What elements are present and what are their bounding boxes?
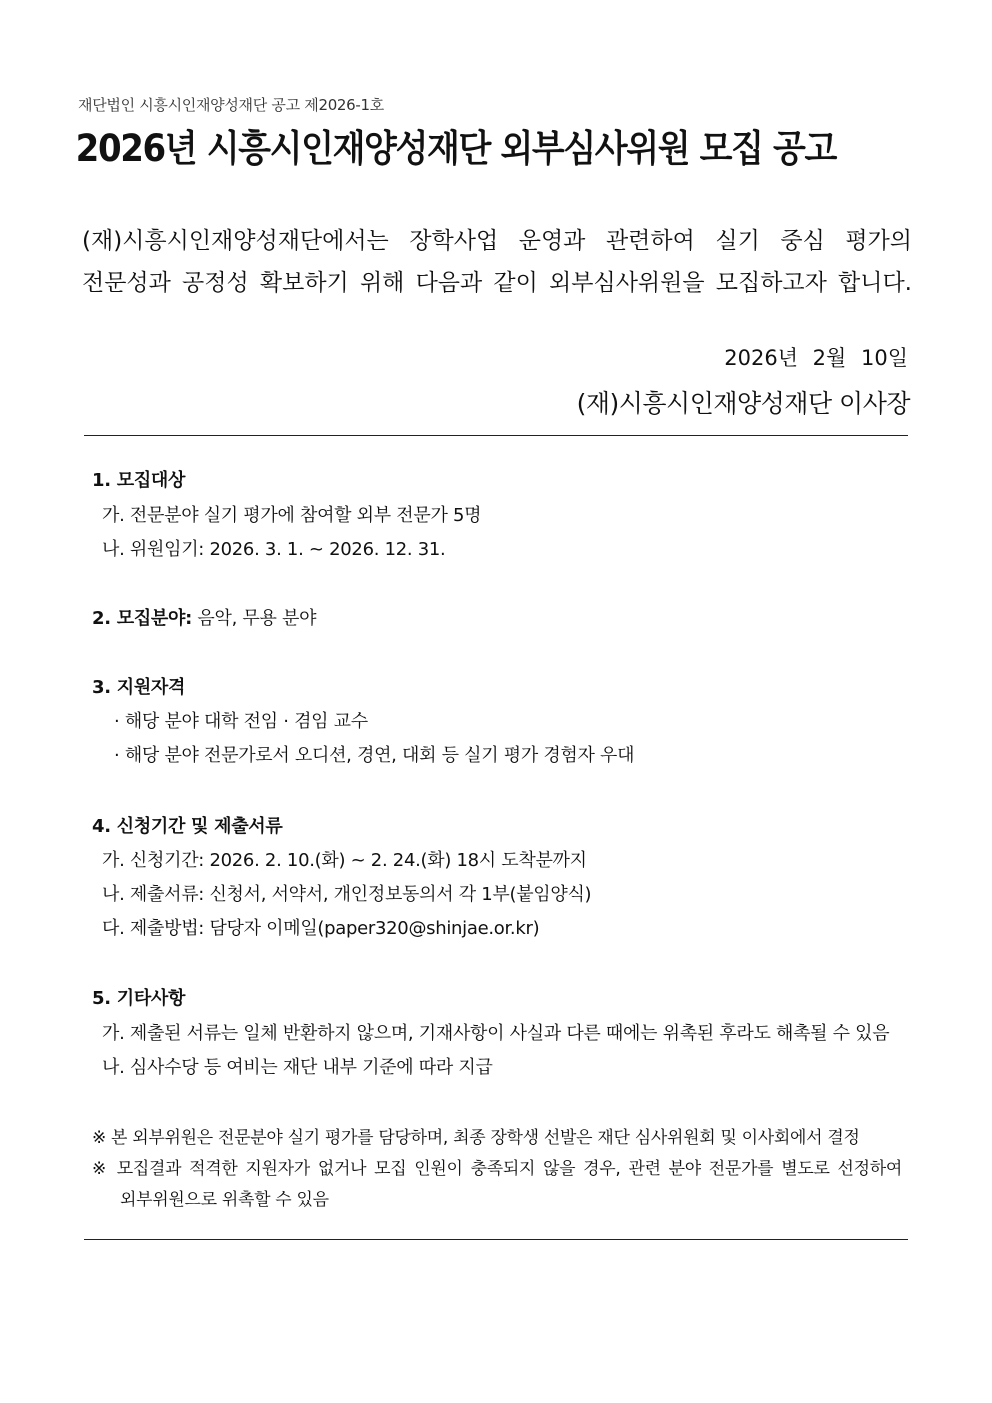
section-item: 가. 제출된 서류는 일체 반환하지 않으며, 기재사항이 사실과 다른 때에는 위촉된 후라도 해촉될 수 있음 bbox=[102, 1023, 890, 1044]
section-item: 가. 신청기간: 2026. 2. 10.(화) ~ 2. 24.(화) 18시 도착분까지 bbox=[102, 850, 587, 871]
section-heading-misc: 5. 기타사항 bbox=[92, 988, 186, 1009]
section-item: · 해당 분야 대학 전임 · 겸임 교수 bbox=[114, 711, 368, 732]
top-divider bbox=[84, 435, 908, 436]
notice-number: 재단법인 시흥시인재양성재단 공고 제2026-1호 bbox=[78, 96, 384, 114]
section-item: 나. 위원임기: 2026. 3. 1. ~ 2026. 12. 31. bbox=[102, 539, 446, 560]
section-heading-qualification: 3. 지원자격 bbox=[92, 677, 186, 698]
section-item: 나. 제출서류: 신청서, 서약서, 개인정보동의서 각 1부(붙임양식) bbox=[102, 884, 592, 905]
section-recruit-field bbox=[92, 604, 316, 630]
intro-line-2: 전문성과 공정성 확보하기 위해 다음과 같이 외부심사위원을 모집하고자 합니다. bbox=[82, 270, 912, 296]
section-item: 다. 제출방법: 담당자 이메일(paper320@shinjae.or.kr) bbox=[102, 918, 540, 939]
note-2-line-1: ※ 모집결과 적격한 지원자가 없거나 모집 인원이 충족되지 않을 경우, 관련 분야 전문가를 별도로 선정하여 bbox=[92, 1159, 902, 1179]
signer: (재)시흥시인재양성재단 이사장 bbox=[576, 389, 910, 418]
section-heading-recruit-field: 2. 모집분야: bbox=[92, 608, 192, 629]
recruit-field-value: 음악, 무용 분야 bbox=[191, 608, 317, 629]
note-2-line-2: 외부위원으로 위촉할 수 있음 bbox=[120, 1190, 329, 1210]
section-heading-recruit-target: 1. 모집대상 bbox=[92, 470, 186, 491]
section-item: 나. 심사수당 등 여비는 재단 내부 기준에 따라 지급 bbox=[102, 1057, 493, 1078]
section-item: 가. 전문분야 실기 평가에 참여할 외부 전문가 5명 bbox=[102, 505, 482, 526]
bottom-divider bbox=[84, 1239, 908, 1240]
notice-date: 2026년 2월 10일 bbox=[724, 346, 908, 370]
note-1: ※ 본 외부위원은 전문분야 실기 평가를 담당하며, 최종 장학생 선발은 재단 심사위원회 및 이사회에서 결정 bbox=[92, 1128, 860, 1148]
page-title: 2026년 시흥시인재양성재단 외부심사위원 모집 공고 bbox=[75, 127, 836, 170]
section-heading-application: 4. 신청기간 및 제출서류 bbox=[92, 816, 283, 837]
section-item: · 해당 분야 전문가로서 오디션, 경연, 대회 등 실기 평가 경험자 우대 bbox=[114, 745, 635, 766]
intro-line-1: (재)시흥시인재양성재단에서는 장학사업 운영과 관련하여 실기 중심 평가의 bbox=[82, 228, 912, 254]
